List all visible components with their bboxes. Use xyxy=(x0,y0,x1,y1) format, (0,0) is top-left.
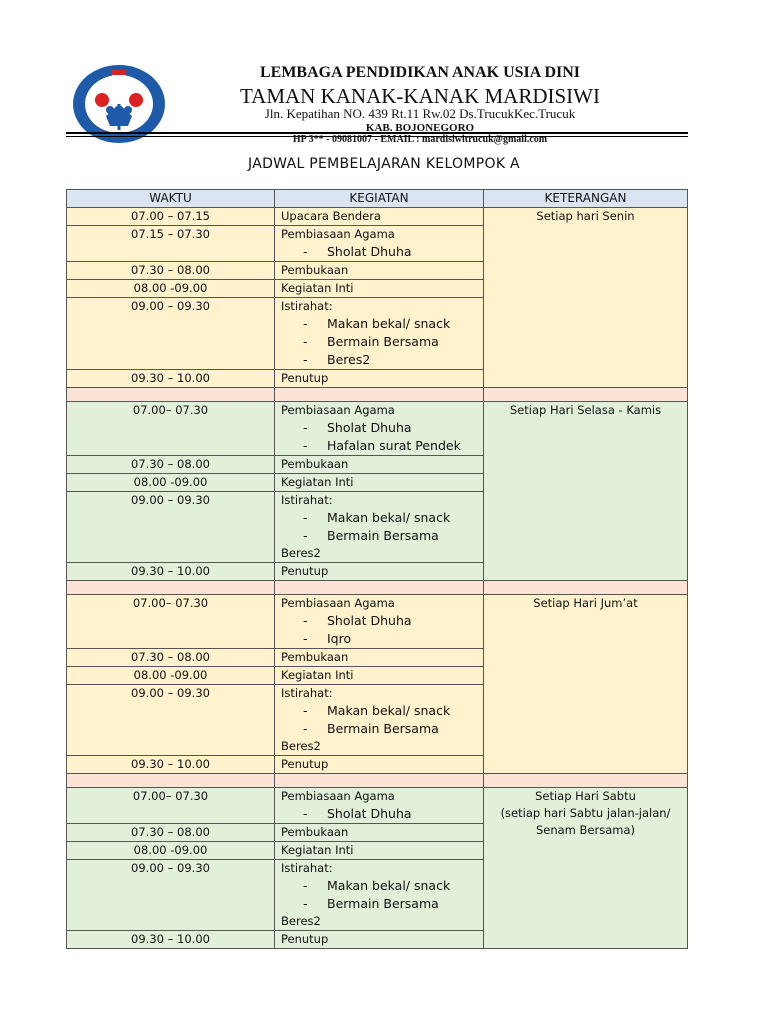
time-cell: 07.30 – 08.00 xyxy=(67,824,275,842)
sub-activity-item xyxy=(281,419,477,437)
activity-label: Kegiatan Inti xyxy=(281,281,354,295)
activity-label: Kegiatan Inti xyxy=(281,668,354,682)
activity-cell xyxy=(275,563,484,581)
activity-tail: Beres2 xyxy=(281,546,321,560)
separator-cell xyxy=(484,581,688,595)
time-cell: 09.30 – 10.00 xyxy=(67,931,275,949)
sub-activity-item xyxy=(281,805,477,823)
separator-cell xyxy=(275,388,484,402)
activity-cell xyxy=(275,842,484,860)
table-row xyxy=(67,208,688,226)
sub-activity-text: Bermain Bersama xyxy=(327,721,439,736)
sub-activity-item xyxy=(281,877,477,895)
table-row xyxy=(67,595,688,649)
time-cell: 08.00 -09.00 xyxy=(67,667,275,685)
table-row xyxy=(67,788,688,824)
activity-cell xyxy=(275,298,484,370)
list-dash: - xyxy=(303,510,308,525)
keterangan-cell: Setiap Hari Jum’at xyxy=(484,595,688,774)
list-dash: - xyxy=(303,721,308,736)
separator-cell xyxy=(67,388,275,402)
activity-tail: Beres2 xyxy=(281,914,321,928)
block-separator-row xyxy=(67,388,688,402)
activity-cell xyxy=(275,824,484,842)
sub-activity-text: Sholat Dhuha xyxy=(327,806,412,821)
block-separator-row xyxy=(67,774,688,788)
activity-cell xyxy=(275,756,484,774)
activity-cell xyxy=(275,860,484,931)
column-header-kegiatan: KEGIATAN xyxy=(275,190,484,208)
activity-label: Pembukaan xyxy=(281,263,349,277)
sub-activity-item xyxy=(281,630,477,648)
sub-activity-text: Makan bekal/ snack xyxy=(327,316,451,331)
sub-activity-item xyxy=(281,527,477,545)
institution-line: LEMBAGA PENDIDIKAN ANAK USIA DINI xyxy=(259,64,581,81)
sub-activity-text: Hafalan surat Pendek xyxy=(327,438,461,453)
separator-cell xyxy=(275,774,484,788)
activity-label: Istirahat: xyxy=(281,493,333,507)
sub-activity-item xyxy=(281,509,477,527)
activity-cell xyxy=(275,595,484,649)
activity-label: Pembiasaan Agama xyxy=(281,403,395,417)
time-cell: 07.00– 07.30 xyxy=(67,788,275,824)
list-dash: - xyxy=(303,244,308,259)
list-dash: - xyxy=(303,613,308,628)
sub-activity-text: Makan bekal/ snack xyxy=(327,878,451,893)
time-cell: 09.00 – 09.30 xyxy=(67,298,275,370)
time-cell: 09.30 – 10.00 xyxy=(67,370,275,388)
list-dash: - xyxy=(303,316,308,331)
separator-cell xyxy=(67,581,275,595)
school-name: TAMAN KANAK-KANAK MARDISIWI xyxy=(240,84,600,108)
separator-cell xyxy=(484,388,688,402)
sub-activity-text: Bermain Bersama xyxy=(327,896,439,911)
school-contact: HP 3** - 09081007 - EMAIL : mardisiwitrucuk@gmail.com xyxy=(292,134,548,145)
time-cell: 08.00 -09.00 xyxy=(67,280,275,298)
time-cell: 09.30 – 10.00 xyxy=(67,563,275,581)
activity-cell xyxy=(275,456,484,474)
time-cell: 09.30 – 10.00 xyxy=(67,756,275,774)
activity-label: Pembukaan xyxy=(281,457,349,471)
sub-activity-text: Sholat Dhuha xyxy=(327,244,412,259)
sub-activity-item xyxy=(281,612,477,630)
table-header-row xyxy=(67,190,688,208)
activity-cell xyxy=(275,474,484,492)
time-cell: 07.30 – 08.00 xyxy=(67,649,275,667)
list-dash: - xyxy=(303,896,308,911)
time-cell: 09.00 – 09.30 xyxy=(67,492,275,563)
activity-cell xyxy=(275,788,484,824)
time-cell: 07.15 – 07.30 xyxy=(67,226,275,262)
activity-cell xyxy=(275,402,484,456)
activity-label: Pembukaan xyxy=(281,825,349,839)
sub-activity-item xyxy=(281,243,477,261)
activity-cell xyxy=(275,492,484,563)
activity-label: Pembukaan xyxy=(281,650,349,664)
time-cell: 08.00 -09.00 xyxy=(67,842,275,860)
activity-cell xyxy=(275,226,484,262)
activity-cell xyxy=(275,370,484,388)
time-cell: 07.00– 07.30 xyxy=(67,595,275,649)
time-cell: 09.00 – 09.30 xyxy=(67,860,275,931)
keterangan-cell: Setiap Hari Sabtu (setiap hari Sabtu jalan-jalan/ Senam Bersama) xyxy=(484,788,688,949)
time-cell: 07.00– 07.30 xyxy=(67,402,275,456)
time-cell: 09.00 – 09.30 xyxy=(67,685,275,756)
sub-activity-item xyxy=(281,333,477,351)
activity-cell xyxy=(275,667,484,685)
column-header-keterangan: KETERANGAN xyxy=(484,190,688,208)
activity-label: Istirahat: xyxy=(281,861,333,875)
sub-activity-text: Sholat Dhuha xyxy=(327,613,412,628)
list-dash: - xyxy=(303,806,308,821)
activity-label: Istirahat: xyxy=(281,299,333,313)
activity-cell xyxy=(275,280,484,298)
list-dash: - xyxy=(303,528,308,543)
activity-label: Kegiatan Inti xyxy=(281,843,354,857)
sub-activity-text: Iqro xyxy=(327,631,352,646)
time-cell: 07.00 – 07.15 xyxy=(67,208,275,226)
sub-activity-item xyxy=(281,895,477,913)
sub-activity-text: Beres2 xyxy=(327,352,371,367)
sub-activity-item xyxy=(281,315,477,333)
sub-activity-item xyxy=(281,720,477,738)
separator-cell xyxy=(484,774,688,788)
sub-activity-text: Sholat Dhuha xyxy=(327,420,412,435)
activity-label: Pembiasaan Agama xyxy=(281,596,395,610)
list-dash: - xyxy=(303,352,308,367)
school-regency: KAB. BOJONEGORO xyxy=(365,122,475,134)
schedule-table xyxy=(66,189,688,949)
list-dash: - xyxy=(303,420,308,435)
sub-activity-text: Bermain Bersama xyxy=(327,334,439,349)
list-dash: - xyxy=(303,878,308,893)
separator-cell xyxy=(275,581,484,595)
time-cell: 08.00 -09.00 xyxy=(67,474,275,492)
sub-activity-text: Bermain Bersama xyxy=(327,528,439,543)
activity-label: Pembiasaan Agama xyxy=(281,227,395,241)
list-dash: - xyxy=(303,334,308,349)
time-cell: 07.30 – 08.00 xyxy=(67,456,275,474)
time-cell: 07.30 – 08.00 xyxy=(67,262,275,280)
sub-activity-item xyxy=(281,351,477,369)
keterangan-cell: Setiap hari Senin xyxy=(484,208,688,388)
school-address: Jln. Kepatihan NO. 439 Rt.11 Rw.02 Ds.TrucukKec.Trucuk xyxy=(264,106,576,121)
activity-label: Penutup xyxy=(281,564,329,578)
activity-cell xyxy=(275,931,484,949)
list-dash: - xyxy=(303,703,308,718)
sub-activity-text: Makan bekal/ snack xyxy=(327,510,451,525)
list-dash: - xyxy=(303,631,308,646)
activity-cell xyxy=(275,649,484,667)
activity-cell xyxy=(275,685,484,756)
keterangan-cell: Setiap Hari Selasa - Kamis xyxy=(484,402,688,581)
list-dash: - xyxy=(303,438,308,453)
activity-label: Pembiasaan Agama xyxy=(281,789,395,803)
table-row xyxy=(67,402,688,456)
activity-cell xyxy=(275,262,484,280)
column-header-waktu: WAKTU xyxy=(67,190,275,208)
activity-label: Istirahat: xyxy=(281,686,333,700)
activity-label: Penutup xyxy=(281,757,329,771)
activity-label: Penutup xyxy=(281,371,329,385)
block-separator-row xyxy=(67,581,688,595)
activity-label: Upacara Bendera xyxy=(281,209,381,223)
sub-activity-item xyxy=(281,437,477,455)
activity-tail: Beres2 xyxy=(281,739,321,753)
separator-cell xyxy=(67,774,275,788)
activity-label: Kegiatan Inti xyxy=(281,475,354,489)
schedule-title: JADWAL PEMBELAJARAN KELOMPOK A xyxy=(248,156,520,172)
sub-activity-item xyxy=(281,702,477,720)
activity-label: Penutup xyxy=(281,932,329,946)
sub-activity-text: Makan bekal/ snack xyxy=(327,703,451,718)
activity-cell xyxy=(275,208,484,226)
